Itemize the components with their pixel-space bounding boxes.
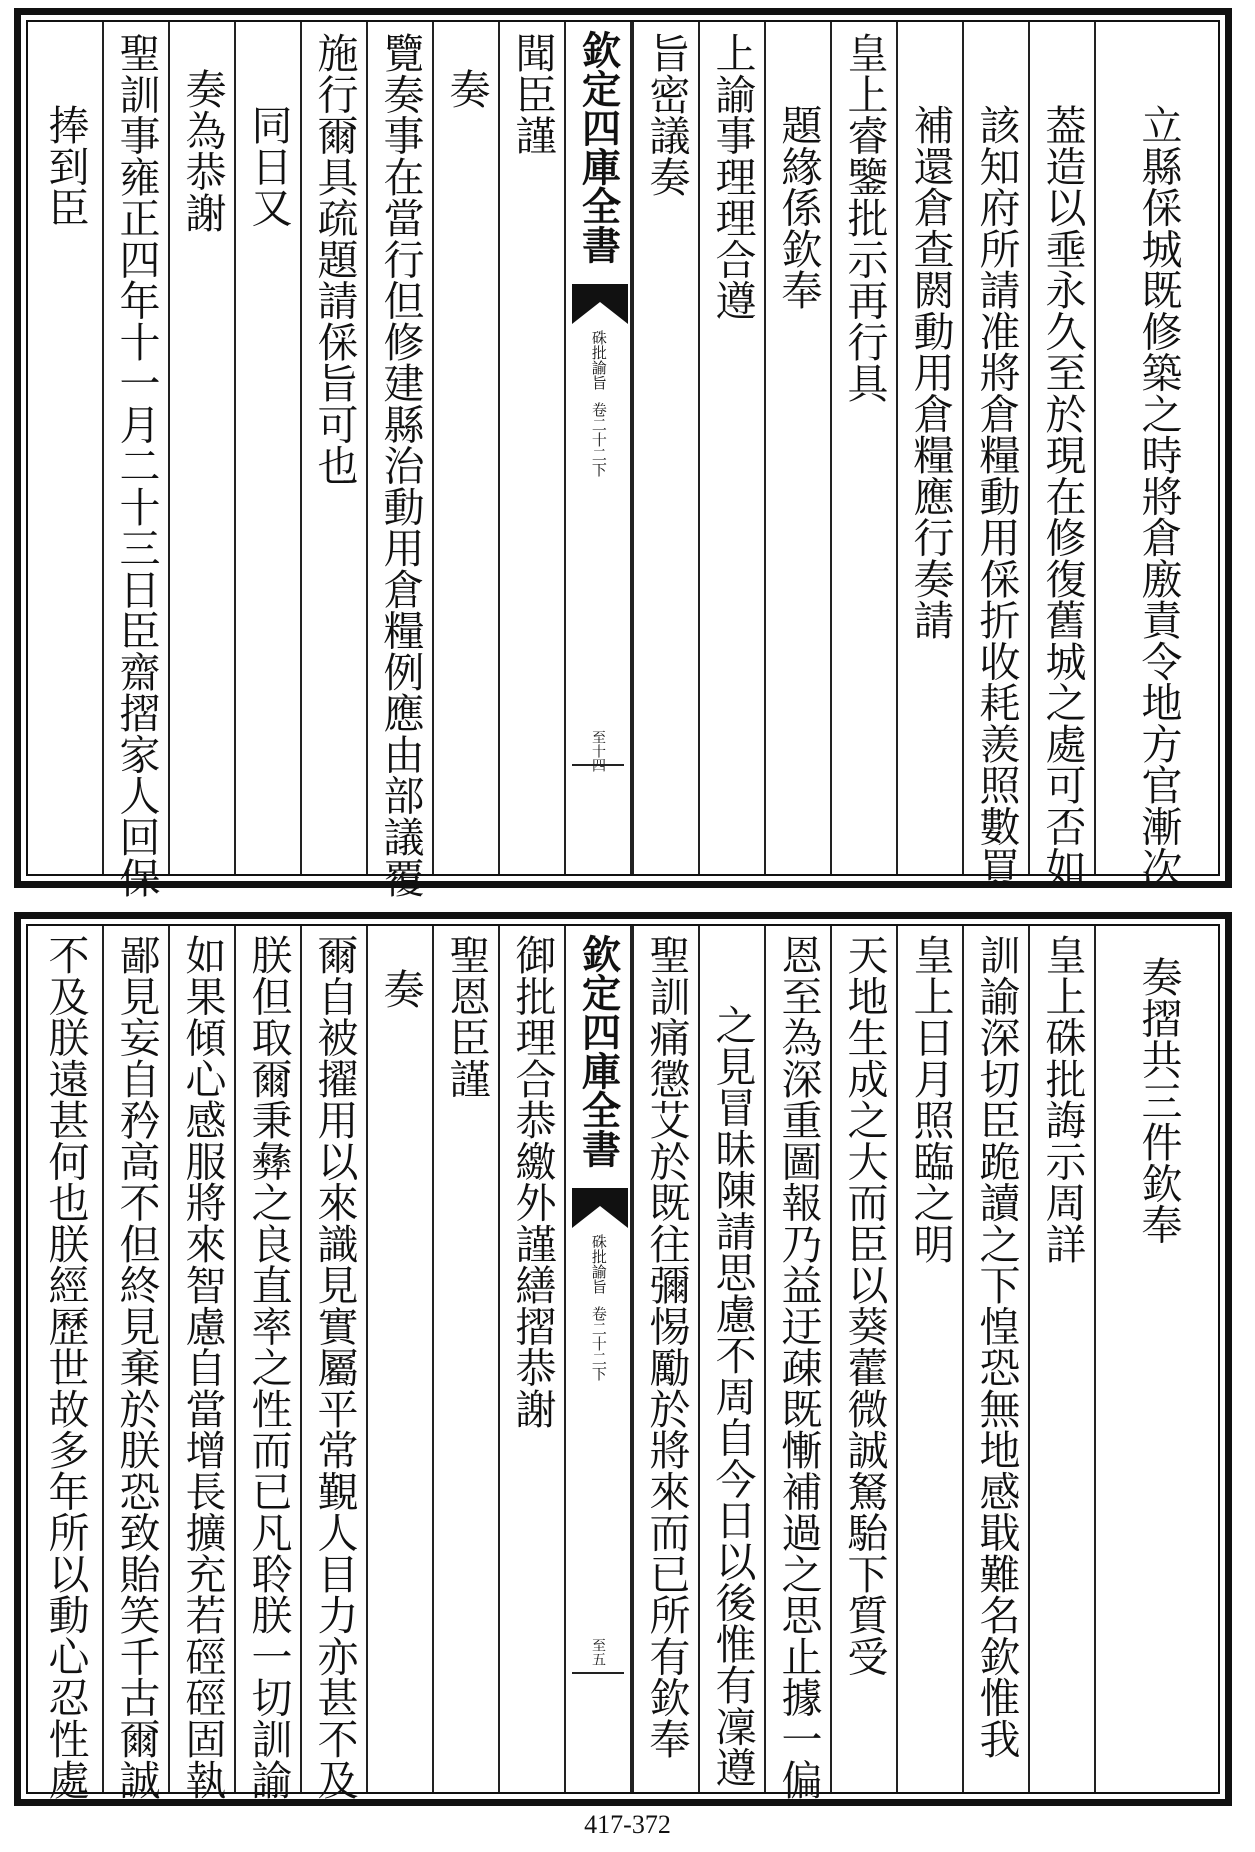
bottom-page-frame	[26, 924, 1220, 1801]
leaf-number: 至十四	[590, 730, 606, 772]
text-column: 聖訓痛懲艾於既往彌惕勵於將來而已所有欽奉	[642, 934, 691, 1759]
top-page	[14, 8, 1232, 899]
text-column: 皇上日月照臨之明	[906, 934, 955, 1264]
book-title: 硃批諭旨	[589, 1234, 608, 1294]
column	[432, 22, 498, 874]
leaf-number: 至五	[590, 1638, 606, 1666]
text-column: 恩至為深重圖報乃益迂疎既慚補過之思止據一偏	[774, 934, 823, 1801]
column	[764, 22, 830, 874]
column	[300, 22, 366, 874]
volume-label: 卷二十二下	[589, 402, 608, 477]
center-fold	[564, 926, 632, 1792]
column	[28, 926, 102, 1801]
text-column: 立縣倸城既修築之時將倉廒責令地方官漸次	[1134, 104, 1183, 888]
center-fold	[564, 22, 632, 874]
column	[1028, 22, 1094, 888]
column	[962, 926, 1028, 1792]
column	[896, 22, 962, 874]
column	[102, 926, 168, 1801]
column	[764, 926, 830, 1801]
text-column: 題緣係欽奉	[774, 104, 823, 311]
column	[632, 22, 698, 874]
column	[830, 22, 896, 874]
page-number-footer: 417-372	[584, 1810, 671, 1839]
text-column: 奏摺共三件欽奉	[1134, 956, 1183, 1245]
text-column: 上諭事理理合遵	[708, 32, 757, 321]
text-column: 皇上睿鑒批示再行具	[840, 32, 889, 404]
fishtail-mark-icon	[572, 1188, 628, 1228]
text-column: 爾自被擢用以來識見實屬平常覲人目力亦甚不及	[310, 934, 359, 1801]
text-column: 聖恩臣謹	[442, 934, 491, 1099]
book-title: 硃批諭旨	[589, 330, 608, 390]
column	[168, 22, 234, 874]
column	[698, 22, 764, 874]
column	[498, 22, 564, 874]
column	[366, 926, 432, 1792]
column	[300, 926, 366, 1801]
column	[28, 22, 102, 874]
column	[632, 926, 698, 1792]
column	[698, 926, 764, 1792]
text-column: 該知府所請准將倉糧動用倸折收耗羨照數買	[972, 104, 1021, 888]
text-column: 訓諭深切臣跪讀之下惶恐無地感戢難名欽惟我	[972, 934, 1021, 1759]
text-column: 聖訓事雍正四年十一月二十三日臣齋摺家人回保	[112, 32, 161, 899]
text-column: 奏	[376, 968, 425, 1010]
text-column: 皇上硃批誨示周詳	[1038, 934, 1087, 1264]
text-column: 如果傾心感服將來智慮自當增長擴充若硜硜固執	[178, 934, 227, 1801]
text-column: 天地生成之大而臣以葵藿微誠駑駘下質受	[840, 934, 889, 1677]
text-column: 葢造以埀永久至於現在修復舊城之處可否如	[1038, 104, 1087, 888]
text-column: 不及朕遠甚何也朕經歷世故多年所以動心忍性處	[41, 934, 90, 1801]
text-column: 聞臣謹	[508, 32, 557, 156]
column	[366, 22, 432, 899]
column	[168, 926, 234, 1801]
text-column: 旨密議奏	[642, 32, 691, 197]
text-column: 之見冒昧陳請思慮不周自今日以後惟有凜遵	[708, 1004, 757, 1788]
column	[962, 22, 1028, 888]
column	[498, 926, 564, 1792]
text-column: 御批理合恭繳外謹繕摺恭謝	[508, 934, 557, 1429]
column	[830, 926, 896, 1792]
text-column: 奏為恭謝	[178, 68, 227, 233]
text-column: 捧到臣	[41, 104, 90, 228]
text-column: 施行爾具疏題請倸旨可也	[310, 32, 359, 486]
column	[432, 926, 498, 1792]
fold-rule	[572, 1672, 624, 1674]
text-column: 奏	[442, 68, 491, 110]
collection-title: 欽定四庫全書	[575, 934, 622, 1168]
collection-title: 欽定四庫全書	[575, 30, 622, 264]
text-column: 朕但取爾秉彝之良直率之性而已凡聆朕一切訓諭	[244, 934, 293, 1801]
text-column: 補還倉查閼動用倉糧應行奏請	[906, 104, 955, 641]
column	[1028, 926, 1094, 1792]
column	[102, 22, 168, 899]
column	[1094, 22, 1220, 888]
column	[896, 926, 962, 1792]
volume-label: 卷二十二下	[589, 1306, 608, 1381]
column	[234, 926, 300, 1801]
column	[1094, 926, 1220, 1792]
column	[234, 22, 300, 874]
bottom-page	[14, 912, 1232, 1806]
top-page-frame	[26, 20, 1220, 899]
text-column: 覽奏事在當行但修建縣治動用倉糧例應由部議覆	[376, 32, 425, 899]
fishtail-mark-icon	[572, 284, 628, 324]
text-column: 同日又	[244, 104, 293, 228]
text-column: 鄙見妄自矜高不但終見棄於朕恐致貽笑千古爾誠	[112, 934, 161, 1801]
fold-rule	[572, 764, 624, 766]
